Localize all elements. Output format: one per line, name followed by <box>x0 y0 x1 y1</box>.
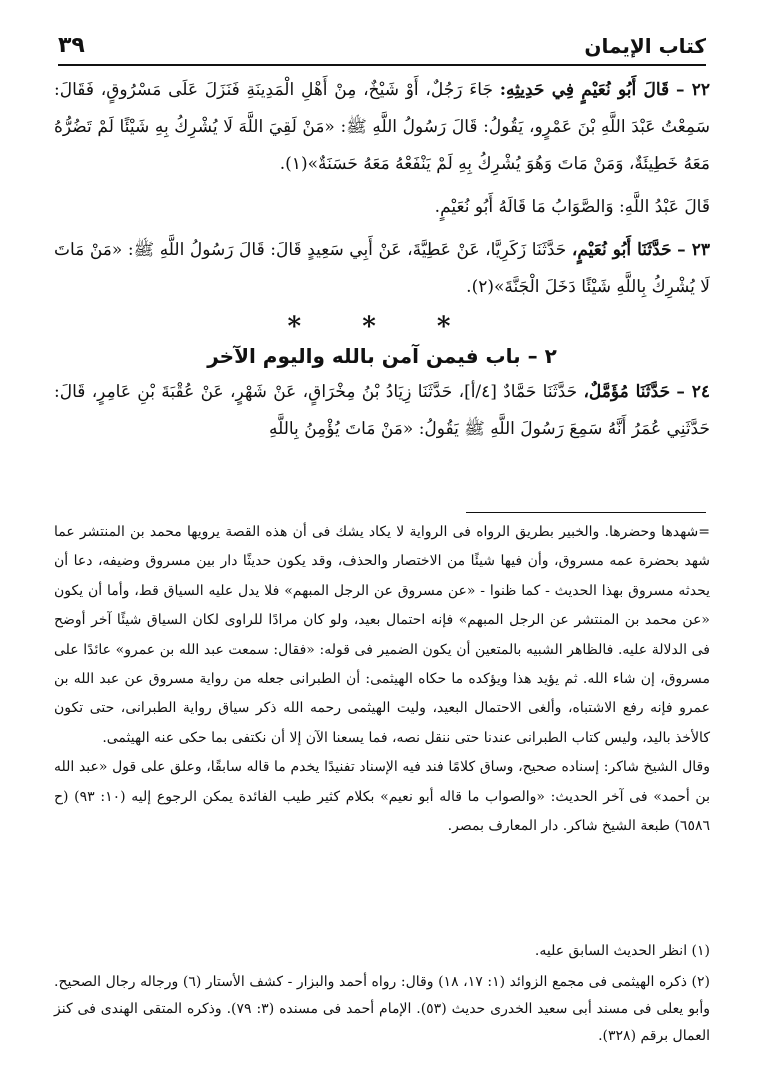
hadith-24 <box>54 374 710 448</box>
main-text <box>54 72 710 454</box>
hadith-text: جَاءَ رَجُلٌ، أَوْ شَيْخٌ، مِنْ أَهْلِ الْمَدِينَةِ فَنَزَلَ عَلَى مَسْرُوقٍ، فَقَالَ: سَمِعْتُ عَبْدَ اللَّهِ بْنَ عَمْرٍو، يَقُولُ: قَالَ رَسُولُ اللَّهِ ﷺ: «مَنْ لَقِيَ اللَّهَ لَا يُشْرِكُ بِهِ شَيْئًا لَمْ تَضُرُّهُ مَعَهُ خَطِيئَةٌ، وَمَنْ مَاتَ وَهُوَ يُشْرِكُ بِهِ لَمْ يَنْفَعْهُ مَعَهُ حَسَنَةٌ»(١). <box>54 80 710 174</box>
footnote-1: (١) انظر الحديث السابق عليه. <box>534 943 710 959</box>
hadith-number: ٢٣ – <box>677 240 711 260</box>
hadith-lead: قَالَ أَبُو نُعَيْمٍ فِي حَدِيثِهِ: <box>499 80 670 100</box>
hadith-lead: حَدَّثَنَا أَبُو نُعَيْمٍ، <box>571 240 672 260</box>
footnotes-list <box>54 938 710 1054</box>
section-separator: * * * <box>287 312 477 342</box>
footnote-rule <box>466 512 706 513</box>
page-number: ٣٩ <box>58 33 85 58</box>
hadith-lead: حَدَّثَنَا مُؤَمَّلٌ، <box>583 382 671 402</box>
footnotes-continued <box>54 518 710 841</box>
footnote-2: (٢) ذكره الهيثمى فى مجمع الزوائد (١: ١٧، ١٨) وقال: رواه أحمد والبزار - كشف الأستار (٦) ورجاله رجال الصحيح. وأبو يعلى فى مسند أبى سعيد الخدرى حديث (٥٣). الإمام أحمد فى مسنده (٣: ٧٩). وذكره المتقى الهندى فى كنز العمال برقم (٣٢٨). <box>54 974 711 1044</box>
hadith-22 <box>54 72 710 183</box>
hadith-number: ٢٤ – <box>676 382 710 402</box>
header-rule <box>58 64 706 66</box>
continued-footnote: =شهدها وحضرها. والخبير بطريق الرواه فى الرواية لا يكاد يشك فى أن هذه القصة يرويها محمد بن المنتشر عما شهد بحضرة عمه مسروق، وأن فيها شيئًا من الاختصار والحذف، وقد يكون حديثًا دار بين مسروق وضيفه، دعا أن يحدثه مسروق بهذا الحديث - كما ظنوا - «عن مسروق عن الرجل المبهم» فلا يدل عليه السياق قط، وأما أن يكون «عن محمد بن المنتشر عن الرجل المبهم» فإنه احتمال بعيد، ولو كان مرادًا للراوى لكان السياق شيئًا آخر أوضح فى الدلالة عليه. فالظاهر الشبيه بالمتعين أن يكون الضمير فى قوله: «فقال: سمعت عبد الله بن عمرو» عائدًا على مسروق، إن شاء الله. ثم يؤيد هذا ويؤكده ما حكاه الهيثمى: أن الطبرانى جعله من رواية مسروق عن عبد الله بن عمرو فإنه رفع الاشتباه، وألغى الاحتمال البعيد، وليت الهيثمى رحمه الله ذكر سياق رواية الطبرانى، حتى تكون كالأخذ باليد، وليس كتاب الطبرانى عندنا حتى ننقل نصه، فما يسعنا الآن إلا أن نكتفى بما حكى عنه الهيثمى. <box>54 524 710 746</box>
chapter-heading: ٢ – باب فيمن آمن بالله واليوم الآخر <box>207 344 557 368</box>
running-title: كتاب الإيمان <box>584 34 706 58</box>
hadith-text: حَدَّثَنَا زَكَرِيَّا، عَنْ عَطِيَّةَ، عَنْ أَبِي سَعِيدٍ قَالَ: قَالَ رَسُولُ اللَّهِ ﷺ: «مَنْ مَاتَ لَا يُشْرِكُ بِاللَّهِ شَيْئًا دَخَلَ الْجَنَّةَ»(٢). <box>54 240 710 297</box>
hadith-text: حَدَّثَنَا حَمَّادٌ [٤/أ]، حَدَّثَنَا زِيَادُ بْنُ مِخْرَاقٍ، عَنْ شَهْرٍ، عَنْ عُقْبَةَ بْنِ عَامِرٍ، قَالَ: حَدَّثَنِي عُمَرُ أَنَّهُ سَمِعَ رَسُولَ اللَّهِ ﷺ يَقُولُ: «مَنْ مَاتَ يُؤْمِنُ بِاللَّهِ <box>54 382 710 439</box>
hadith-number: ٢٢ – <box>675 80 710 100</box>
hadith-23 <box>54 232 710 306</box>
hadith-22-comment: قَالَ عَبْدُ اللَّهِ: وَالصَّوَابُ مَا قَالَهُ أَبُو نُعَيْمٍ. <box>434 197 710 217</box>
shakir-footnote: وقال الشيخ شاكر: إسناده صحيح، وساق كلامًا فند فيه الإسناد تفنيدًا يخدم ما قاله سابقًا، وعلق على قول «عبد الله بن أحمد» فى آخر الحديث: «والصواب ما قاله أبو نعيم» بكلام كثير طيب الفائدة يمكن الرجوع إليه (١٠: ٩٣) (ح ٦٥٨٦) طبعة الشيخ شاكر. دار المعارف بمصر. <box>54 759 710 835</box>
page-header <box>58 26 706 58</box>
